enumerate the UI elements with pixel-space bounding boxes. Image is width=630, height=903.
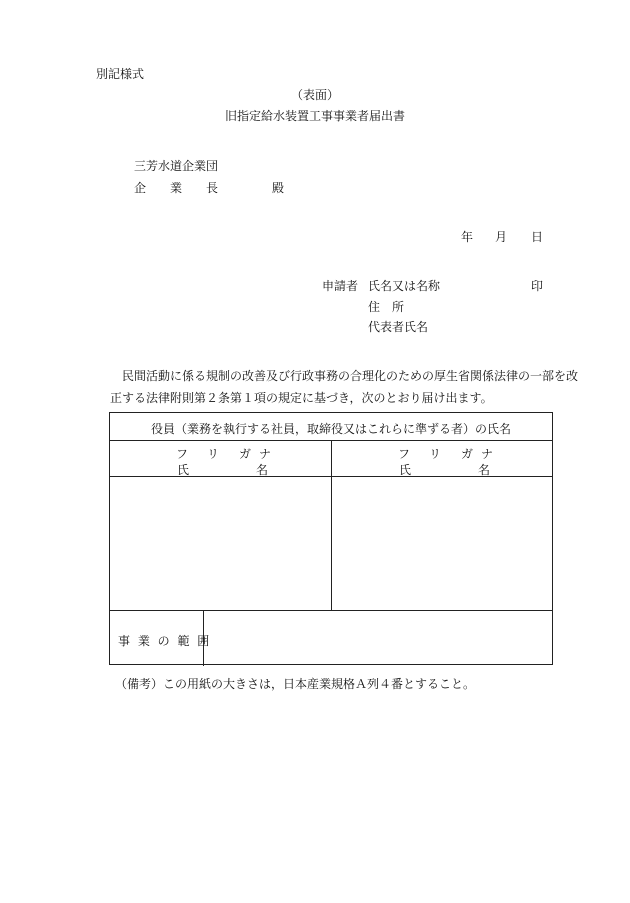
table-header: 役員（業務を執行する社員，取締役又はこれらに準ずる者）の氏名 [150, 422, 511, 436]
kana-fu: フ [398, 447, 411, 461]
addressee-organization: 三芳水道企業団 [134, 159, 219, 173]
month-label: 月 [495, 230, 508, 244]
officers-table [109, 412, 553, 665]
honorific: 殿 [272, 181, 285, 195]
scope-divider [110, 610, 552, 611]
kana-ri: リ [429, 447, 442, 461]
name-shi: 氏 [177, 463, 190, 477]
body-text: 民間活動に係る規制の改善及び行政事務の合理化のための厚生省関係法律の一部を改正する法律附則第２条第１項の規定に基づき，次のとおり届け出ます。 [110, 369, 579, 405]
position-char-2: 業 [170, 181, 183, 195]
document-title: 旧指定給水装置工事事業者届出書 [224, 109, 405, 123]
kana-ri: リ [207, 447, 220, 461]
form-label: 別記様式 [96, 67, 145, 81]
kana-ga: ガ [461, 447, 474, 461]
kana-ga: ガ [239, 447, 252, 461]
business-scope-label: 事 業 の 範 囲 [118, 634, 212, 648]
name-shi: 氏 [399, 463, 412, 477]
name-mei: 名 [478, 463, 491, 477]
applicant-name-label: 氏名又は名称 [368, 279, 441, 293]
column-divider [331, 440, 332, 610]
applicant-address-label: 住 所 [368, 300, 405, 314]
side-label: （表面） [290, 88, 339, 102]
kana-na: ナ [481, 447, 494, 461]
day-label: 日 [531, 230, 544, 244]
date-row [458, 231, 548, 245]
year-label: 年 [461, 230, 474, 244]
kana-fu: フ [176, 447, 189, 461]
footnote: （備考）この用紙の大きさは，日本産業規格Ａ列４番とすること。 [115, 677, 476, 691]
name-mei: 名 [256, 463, 269, 477]
seal-mark: 印 [531, 279, 544, 293]
applicant-representative-label: 代表者氏名 [368, 320, 429, 334]
applicant-label: 申請者 [322, 279, 359, 293]
kana-na: ナ [259, 447, 272, 461]
position-char-3: 長 [206, 181, 219, 195]
position-char-1: 企 [134, 181, 147, 195]
